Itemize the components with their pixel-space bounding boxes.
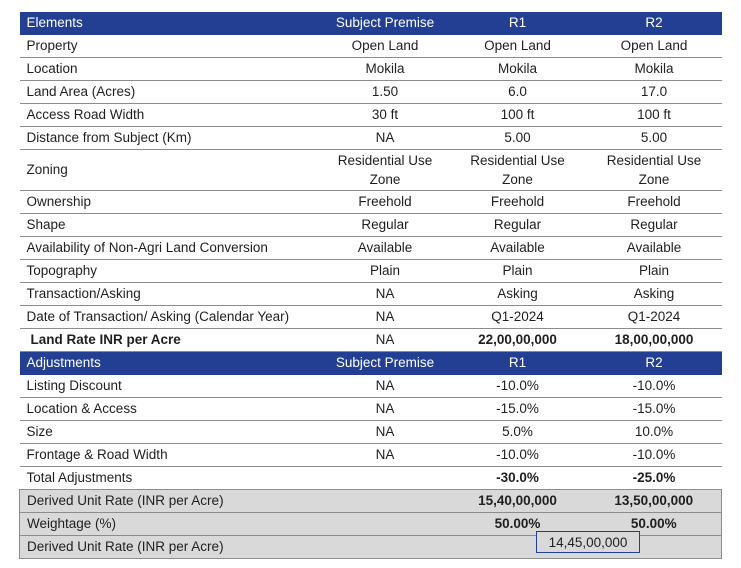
r1-value: Asking — [449, 283, 587, 306]
table-row — [20, 421, 722, 444]
table-row — [20, 127, 722, 150]
subject-value: Freehold — [322, 191, 449, 214]
table-row — [20, 237, 722, 260]
r1-value: 6.0 — [449, 81, 587, 104]
subject-value: Residential Use Zone — [322, 150, 449, 191]
table-row — [20, 306, 722, 329]
subject-value: Open Land — [322, 35, 449, 58]
derived-rate-row — [20, 490, 722, 513]
row-label: Ownership — [20, 191, 322, 214]
header-r1: R1 — [449, 352, 587, 375]
table-row — [20, 398, 722, 421]
r1-value: -15.0% — [449, 398, 587, 421]
r1-value: Plain — [449, 260, 587, 283]
table-row — [20, 444, 722, 467]
row-label: Zoning — [20, 150, 322, 191]
table-row — [20, 214, 722, 237]
r2-value: Plain — [587, 260, 722, 283]
r2-value: -10.0% — [587, 375, 722, 398]
r2-value: 5.00 — [587, 127, 722, 150]
subject-value: Available — [322, 237, 449, 260]
table-row — [20, 58, 722, 81]
adjustments-header-row — [20, 352, 722, 375]
header-r1: R1 — [449, 12, 587, 35]
r2-value: Regular — [587, 214, 722, 237]
r1-value: Freehold — [449, 191, 587, 214]
r1-value: 5.0% — [449, 421, 587, 444]
subject-value: NA — [322, 421, 449, 444]
row-label: Land Area (Acres) — [20, 81, 322, 104]
subject-value: NA — [322, 375, 449, 398]
r1-value: -10.0% — [449, 375, 587, 398]
subject-value: Regular — [322, 214, 449, 237]
weightage-label: Weightage (%) — [20, 513, 322, 536]
r2-value: Q1-2024 — [587, 306, 722, 329]
table-row — [20, 260, 722, 283]
table-row — [20, 191, 722, 214]
land-rate-label: Land Rate INR per Acre — [20, 329, 322, 352]
final-rate-value: 14,45,00,000 — [536, 531, 640, 553]
r1-value: Residential Use Zone — [449, 150, 587, 191]
final-rate-blank — [322, 536, 449, 559]
r2-value: -15.0% — [587, 398, 722, 421]
header-r2: R2 — [587, 12, 722, 35]
header-elements: Elements — [20, 12, 322, 35]
row-label: Date of Transaction/ Asking (Calendar Year) — [20, 306, 322, 329]
row-label: Transaction/Asking — [20, 283, 322, 306]
r2-value: 100 ft — [587, 104, 722, 127]
total-adjustments-subject — [322, 467, 449, 490]
r2-value: Freehold — [587, 191, 722, 214]
r1-value: Available — [449, 237, 587, 260]
subject-value: NA — [322, 398, 449, 421]
r2-value: 17.0 — [587, 81, 722, 104]
land-rate-r1: 22,00,00,000 — [449, 329, 587, 352]
row-label: Distance from Subject (Km) — [20, 127, 322, 150]
header-adjustments: Adjustments — [20, 352, 322, 375]
r1-value: 100 ft — [449, 104, 587, 127]
total-adjustments-r1: -30.0% — [449, 467, 587, 490]
subject-value: 30 ft — [322, 104, 449, 127]
weightage-r2: 50.00% — [587, 513, 722, 536]
r2-value: 10.0% — [587, 421, 722, 444]
subject-value: Mokila — [322, 58, 449, 81]
r2-value: Residential Use Zone — [587, 150, 722, 191]
r2-value: -10.0% — [587, 444, 722, 467]
elements-header-row — [20, 12, 722, 35]
final-rate-label: Derived Unit Rate (INR per Acre) — [20, 536, 322, 559]
derived-rate-subject — [322, 490, 449, 513]
row-label: Location — [20, 58, 322, 81]
table-row — [20, 81, 722, 104]
derived-rate-r1: 15,40,00,000 — [449, 490, 587, 513]
header-subject: Subject Premise — [322, 352, 449, 375]
r1-value: 5.00 — [449, 127, 587, 150]
row-label: Size — [20, 421, 322, 444]
derived-rate-label: Derived Unit Rate (INR per Acre) — [20, 490, 322, 513]
r1-value: -10.0% — [449, 444, 587, 467]
weightage-r1: 50.00% — [449, 513, 587, 536]
row-label: Frontage & Road Width — [20, 444, 322, 467]
subject-value: NA — [322, 444, 449, 467]
header-r2: R2 — [587, 352, 722, 375]
subject-value: NA — [322, 127, 449, 150]
table-row — [20, 375, 722, 398]
land-rate-r2: 18,00,00,000 — [587, 329, 722, 352]
row-label: Shape — [20, 214, 322, 237]
row-label: Access Road Width — [20, 104, 322, 127]
r2-value: Mokila — [587, 58, 722, 81]
subject-value: 1.50 — [322, 81, 449, 104]
table-row — [20, 35, 722, 58]
subject-value: NA — [322, 306, 449, 329]
r1-value: Mokila — [449, 58, 587, 81]
r1-value: Regular — [449, 214, 587, 237]
r2-value: Asking — [587, 283, 722, 306]
table-row — [20, 283, 722, 306]
header-subject: Subject Premise — [322, 12, 449, 35]
subject-value: NA — [322, 283, 449, 306]
total-adjustments-label: Total Adjustments — [20, 467, 322, 490]
land-rate-row — [20, 329, 722, 352]
r1-value: Q1-2024 — [449, 306, 587, 329]
r1-value: Open Land — [449, 35, 587, 58]
table-row — [20, 104, 722, 127]
r2-value: Available — [587, 237, 722, 260]
row-label: Availability of Non-Agri Land Conversion — [20, 237, 322, 260]
row-label: Property — [20, 35, 322, 58]
row-label: Topography — [20, 260, 322, 283]
subject-value: Plain — [322, 260, 449, 283]
weightage-subject — [322, 513, 449, 536]
row-label: Listing Discount — [20, 375, 322, 398]
total-adjustments-row — [20, 467, 722, 490]
table-row — [20, 150, 722, 191]
total-adjustments-r2: -25.0% — [587, 467, 722, 490]
land-rate-subject: NA — [322, 329, 449, 352]
r2-value: Open Land — [587, 35, 722, 58]
derived-rate-r2: 13,50,00,000 — [587, 490, 722, 513]
valuation-table — [19, 12, 722, 559]
row-label: Location & Access — [20, 398, 322, 421]
